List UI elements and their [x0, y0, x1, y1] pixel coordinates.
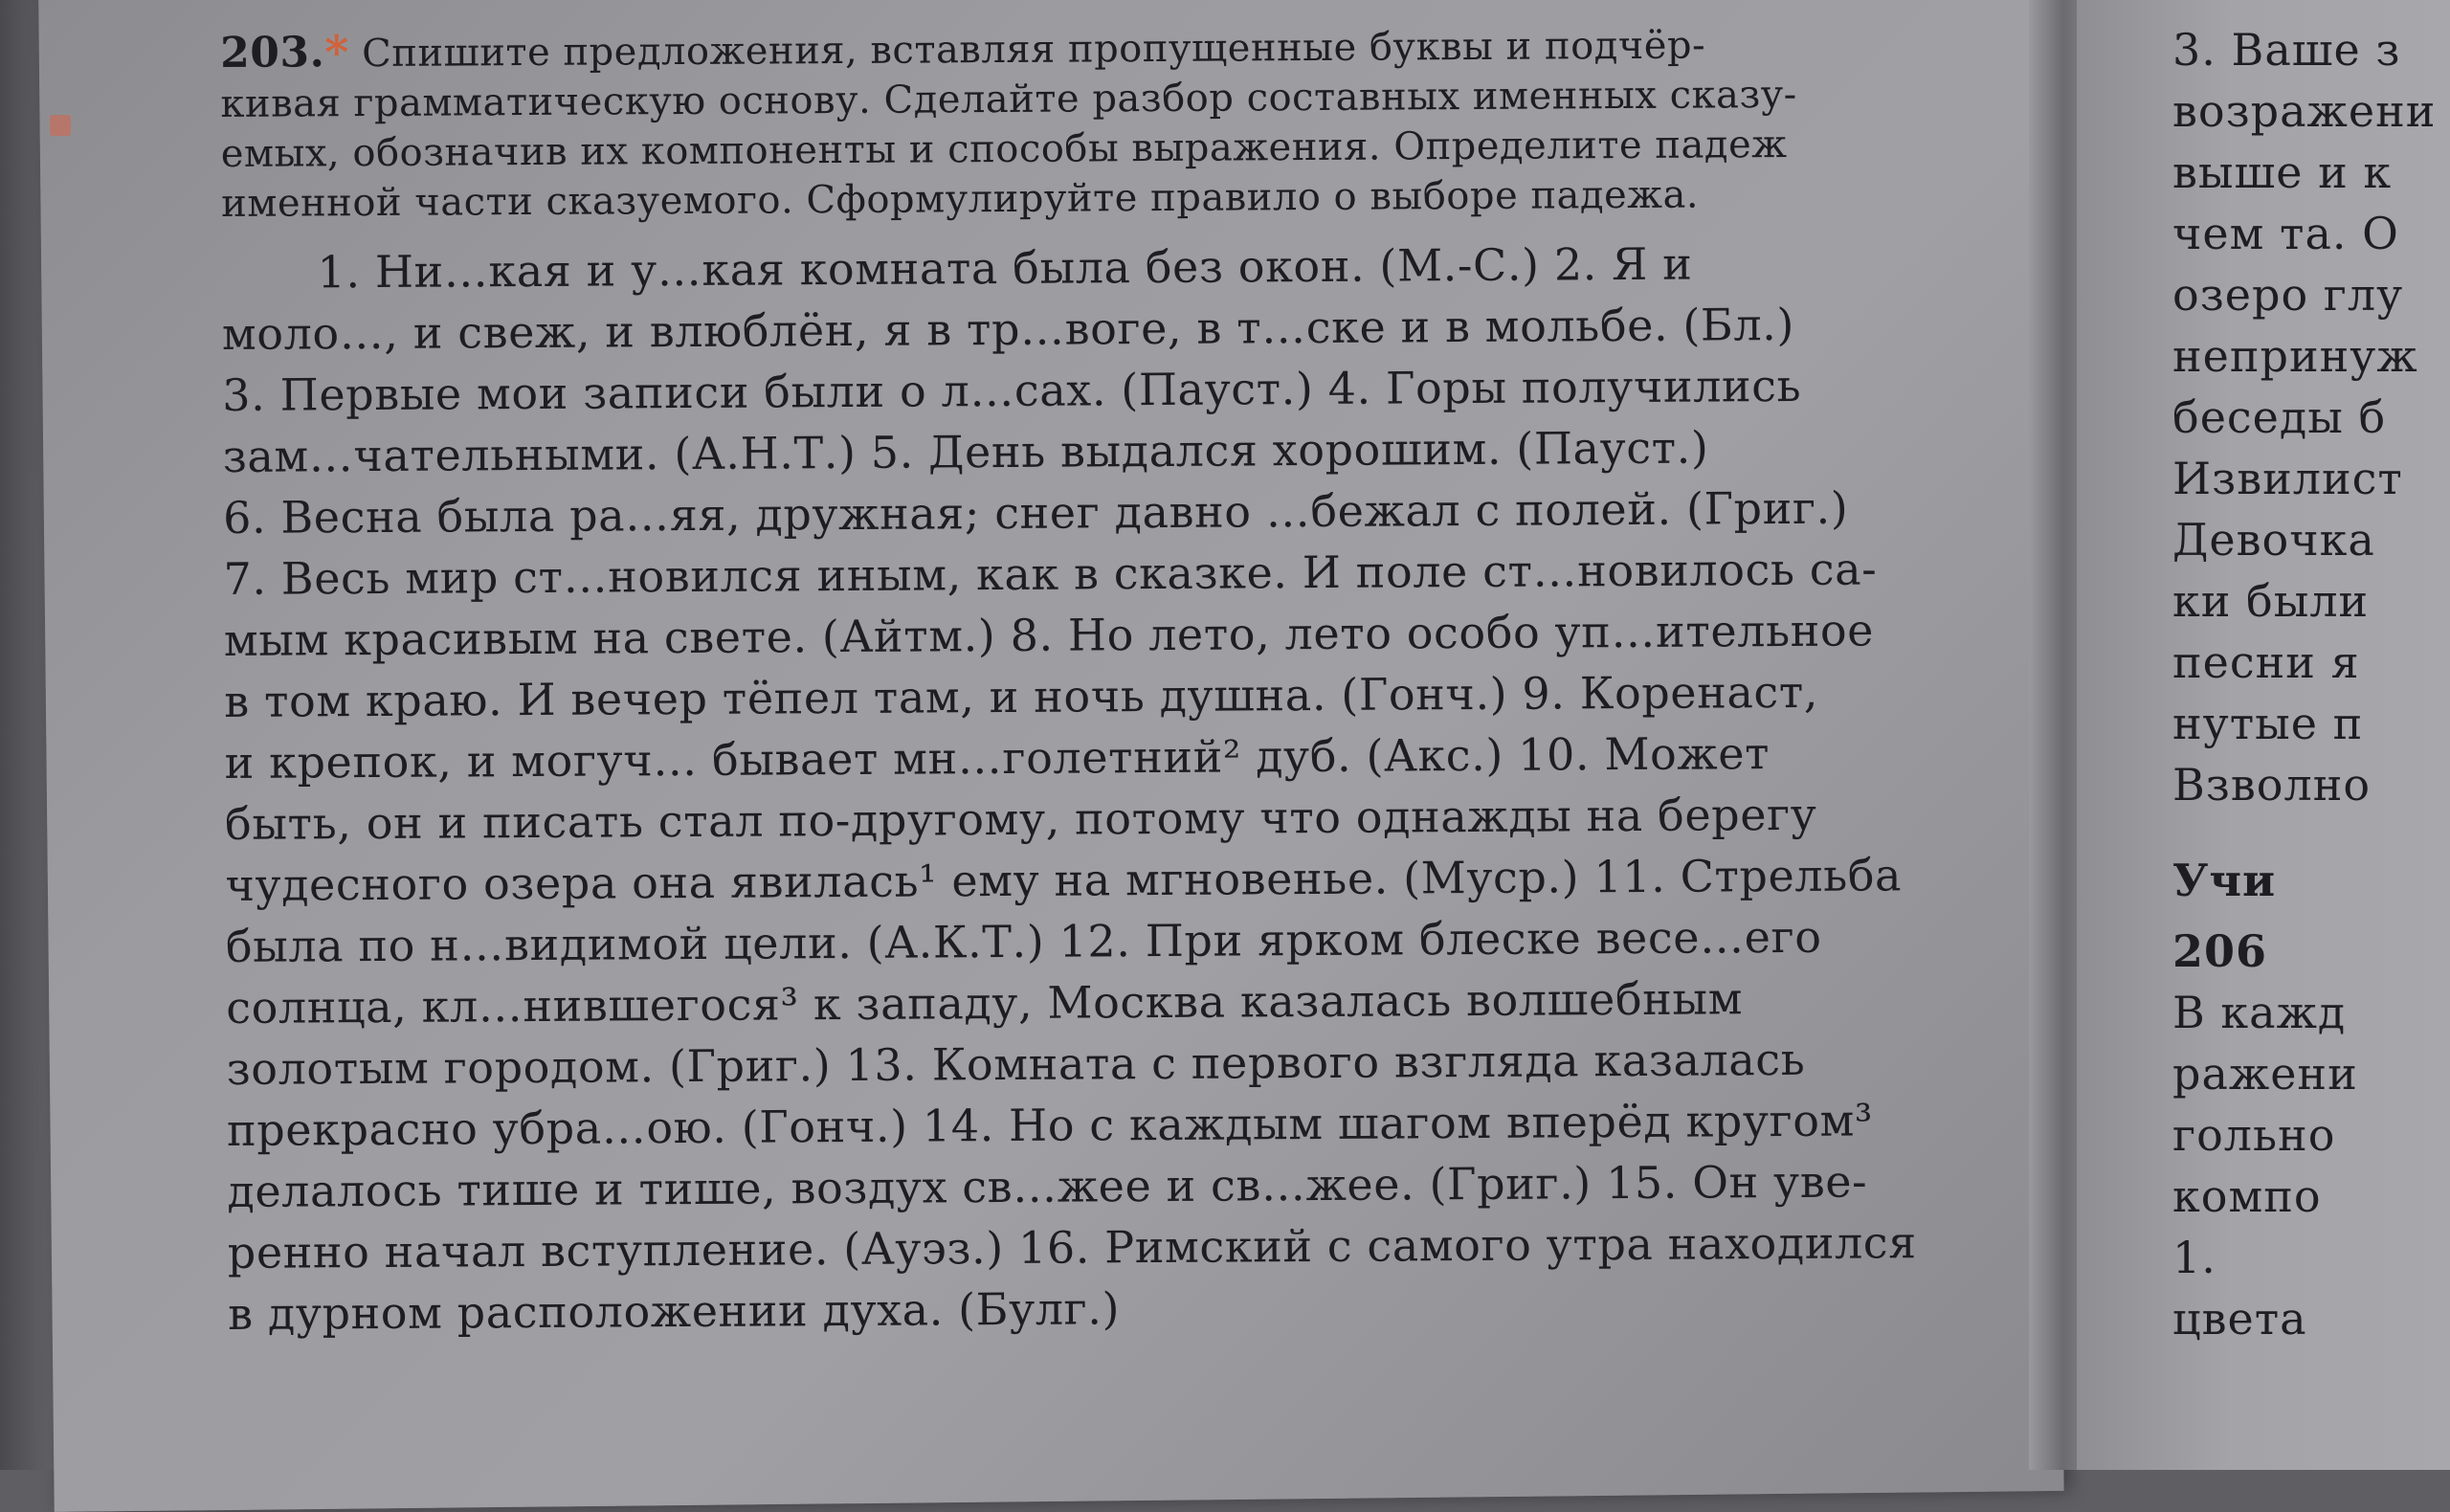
- right-page-line: В кажд: [2172, 987, 2347, 1038]
- right-page-line: Взволно: [2172, 759, 2372, 811]
- right-page-line: цвета: [2172, 1293, 2307, 1345]
- right-page-line: 3. Ваше з: [2172, 24, 2401, 76]
- task-number: 203.: [220, 28, 325, 78]
- right-page-line: выше и к: [2172, 146, 2393, 198]
- exercise-line: прекрасно убра…ою. (Гонч.) 14. Но с каждым шагом вперёд кругом³: [226, 1094, 1874, 1156]
- right-page-line: озеро глу: [2172, 269, 2404, 321]
- right-page-line: Девочка: [2172, 514, 2375, 566]
- section-heading: Учи: [2172, 855, 2277, 906]
- exercise-line: в том краю. И вечер тёпел там, и ночь душна. (Гонч.) 9. Коренаст,: [224, 665, 1819, 727]
- exercise-line: 7. Весь мир ст…новился иным, как в сказке. И поле ст…новилось са-: [223, 543, 1878, 605]
- exercise-line: в дурном расположении духа. (Булг.): [228, 1282, 1121, 1340]
- right-page-line: ражени: [2172, 1048, 2358, 1100]
- exercise-line: мым красивым на свете. (Айтм.) 8. Но лето, лето особо уп…ительное: [223, 604, 1875, 666]
- right-page-line: песни я: [2172, 636, 2360, 688]
- right-page-line: нутые п: [2172, 698, 2364, 749]
- exercise-line: зам…чательными. (А.Н.Т.) 5. День выдался хорошим. (Пауст.): [222, 421, 1709, 482]
- exercise-line: солнца, кл…нившегося³ к западу, Москва казалась волшебным: [226, 972, 1744, 1034]
- right-page-line: Извилист: [2172, 453, 2403, 504]
- exercise-line: быть, он и писать стал по-другому, потому что однажды на берегу: [224, 788, 1817, 850]
- exercise-line: моло…, и свеж, и влюблён, я в тр…воге, в т…ске и в мольбе. (Бл.): [221, 298, 1795, 360]
- task-line: емых, обозначив их компоненты и способы выражения. Определите падеж: [220, 122, 1788, 176]
- right-page-line: возражени: [2172, 85, 2437, 137]
- exercise-line: чудесного озера она явилась¹ ему на мгновенье. (Муср.) 11. Стрельба: [225, 849, 1903, 911]
- right-page-line: непринуж: [2172, 330, 2418, 382]
- left-page-text: [220, 18, 2027, 1345]
- exercise-line: делалось тише и тише, воздух св…жее и св…жее. (Григ.) 15. Он уве-: [227, 1155, 1868, 1217]
- right-page-line: ки были: [2172, 575, 2370, 627]
- asterisk-marker: *: [324, 26, 350, 80]
- task-line: кивая грамматическую основу. Сделайте разбор составных именных сказу-: [220, 72, 1797, 126]
- exercise-line: была по н…видимой цели. (А.К.Т.) 12. При ярком блеске весе…его: [225, 910, 1822, 972]
- exercise-line: 6. Весна была ра…яя, дружная; снег давно …бежал с полей. (Григ.): [222, 481, 1849, 544]
- exercise-line: и крепок, и могуч… бывает мн…голетний² дуб. (Акс.) 10. Может: [224, 727, 1771, 789]
- right-page-line: 1.: [2172, 1232, 2216, 1283]
- exercise-line: 3. Первые мои записи были о л…сах. (Пауст.) 4. Горы получились: [222, 359, 1802, 421]
- task-instruction: [220, 18, 2020, 229]
- exercise-number: 206: [2172, 925, 2268, 977]
- exercise-line: 1. Ни…кая и у…кая комната была без окон. (М.-С.) 2. Я и: [317, 237, 1693, 299]
- right-page-line: гольно: [2172, 1109, 2336, 1161]
- task-text: Спишите предложения, вставляя пропущенные буквы и подчёр-: [362, 23, 1706, 77]
- task-line: именной части сказуемого. Сформулируйте правило о выборе падежа.: [220, 172, 1700, 226]
- margin-marker: [50, 115, 71, 136]
- right-page-line: беседы б: [2172, 391, 2387, 443]
- exercise-line: золотым городом. (Григ.) 13. Комната с первого взгляда казалась: [226, 1033, 1806, 1095]
- right-page-text: [2172, 19, 2450, 1349]
- exercise-line: ренно начал вступление. (Ауэз.) 16. Римский с самого утра находился: [227, 1216, 1917, 1279]
- exercise-sentences: [221, 232, 2027, 1345]
- right-page-line: чем та. О: [2172, 208, 2399, 259]
- right-page-line: компо: [2172, 1170, 2322, 1222]
